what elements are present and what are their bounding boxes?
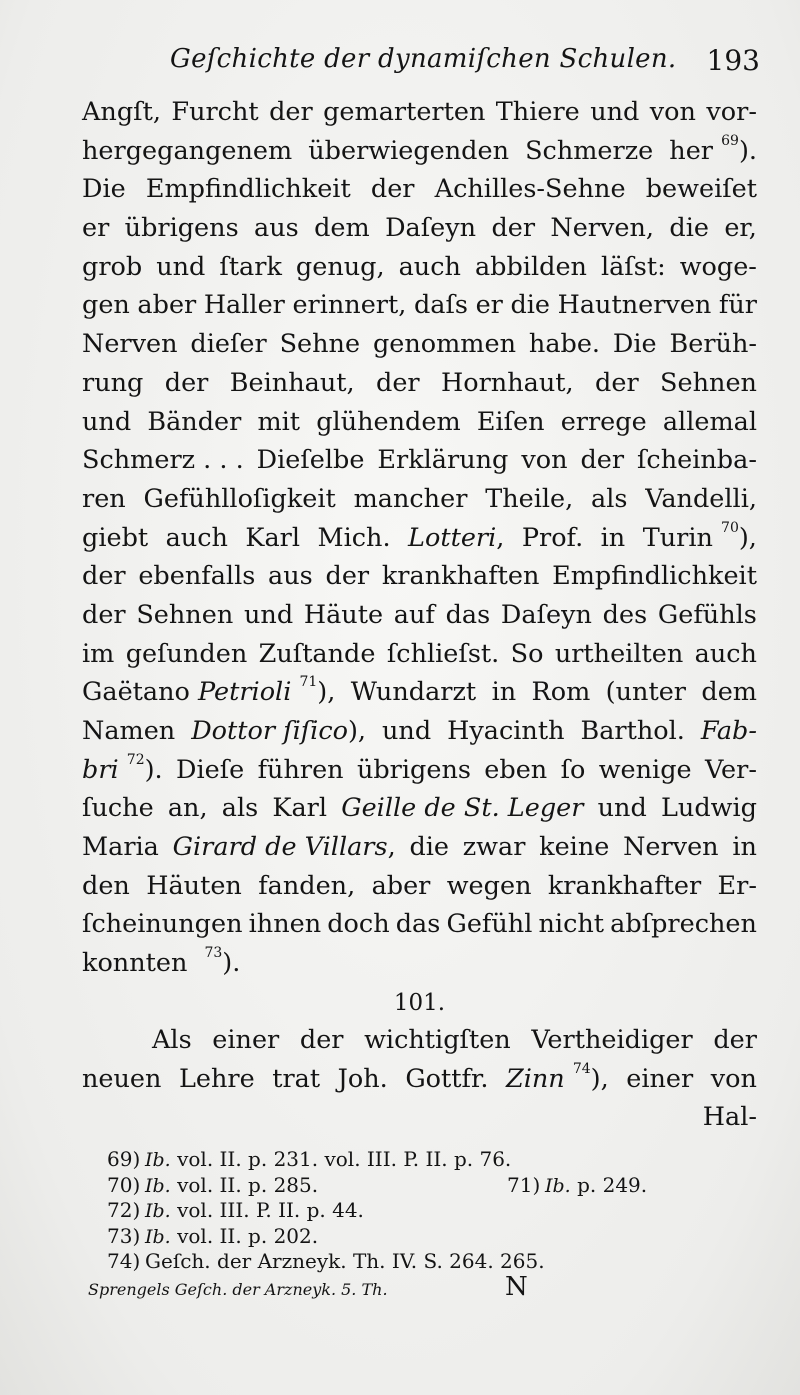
text-line: neuen Lehre trat Joh. Gottfr. Zinn $^{74}$), einer von: [82, 1060, 757, 1094]
word: Hautnerven: [557, 290, 712, 321]
word: Haller: [203, 290, 285, 321]
text-line: Gaëtano Petrioli $^{71}$), Wundarzt in Rom (unter dem: [82, 674, 757, 708]
word: Schmerz . . .: [82, 445, 244, 476]
text-line: [82, 1021, 757, 1060]
word: Hornhaut,: [441, 367, 574, 398]
text-line: [82, 364, 757, 403]
word: den: [82, 870, 130, 901]
text-line: [82, 170, 757, 209]
word: Sehnen: [136, 599, 234, 630]
text-line: Maria Girard de Villars, die zwar keine Nerven in: [82, 832, 757, 863]
word: das: [445, 599, 491, 630]
word: Gefühlloſigkeit: [143, 483, 336, 514]
word: Berüh-: [669, 329, 757, 360]
text-line: [82, 557, 757, 596]
text-line: [82, 905, 757, 944]
word: Bänder: [147, 406, 242, 437]
footnote-69: 69) Ib. vol. II. p. 231. vol. III. P. II. p. 76.: [107, 1147, 512, 1171]
word: aber: [371, 870, 431, 901]
word: der: [299, 1024, 344, 1055]
footnote-74: 74) Geſch. der Arzneyk. Th. IV. S. 264. 265.: [107, 1249, 545, 1273]
text-line: [82, 480, 757, 519]
word: nicht: [538, 909, 605, 940]
page-header: [60, 44, 760, 84]
word: der: [580, 445, 625, 476]
word: wegen: [446, 870, 532, 901]
signature-mark: N: [505, 1272, 528, 1302]
word: Nerven: [82, 329, 178, 360]
word: Furcht: [171, 97, 259, 127]
text-line: [82, 93, 757, 132]
word: Sehnen: [660, 367, 757, 398]
word: auch: [694, 638, 757, 669]
person-name: Geille de St. Leger: [341, 793, 584, 824]
word: der: [713, 1024, 757, 1055]
text-line: [82, 209, 757, 248]
word: von: [649, 97, 696, 127]
word: die: [510, 290, 551, 321]
word: ren: [82, 483, 126, 514]
word: genug,: [295, 251, 385, 282]
word: ebenfalls: [138, 561, 256, 592]
footnote-ref[interactable]: 73: [204, 945, 223, 962]
word: Zuſtande: [258, 638, 376, 669]
word: genommen: [372, 329, 517, 360]
text-line: ſuche an, als Karl Geille de St. Leger und Ludwig: [82, 789, 757, 828]
footnote-ref[interactable]: 69: [721, 132, 739, 149]
word: Erklärung: [377, 445, 509, 476]
word: und: [156, 251, 206, 282]
word: auch: [398, 251, 461, 282]
word: daſs: [413, 290, 468, 321]
word: Eiſen: [476, 406, 545, 437]
person-name: Lotteri: [408, 522, 497, 553]
footnotes: [107, 1147, 667, 1275]
text-line: bri $^{72}$). Dieſe führen übrigens eben ſo wenige Ver-: [82, 751, 757, 785]
footnote-73: 73) Ib. vol. II. p. 202.: [107, 1223, 319, 1248]
word: der: [269, 97, 313, 127]
text-line: giebt auch Karl Mich. Lotteri, Prof. in Turin $^{70}$),: [82, 519, 757, 553]
section-number: 101.: [393, 989, 446, 1016]
word: gen: [82, 290, 130, 321]
person-name: Zinn: [506, 1063, 565, 1094]
word: Empfindlichkeit: [145, 174, 351, 205]
word: Dieſelbe: [256, 445, 365, 476]
word: der: [164, 367, 209, 398]
word: Er-: [717, 870, 757, 901]
word: ihnen: [248, 909, 322, 940]
word: ſcheinungen: [82, 909, 243, 940]
word: er: [82, 213, 110, 244]
word: Daſeyn: [500, 599, 592, 630]
word: Gefühls: [657, 599, 757, 630]
word: Beinhaut,: [229, 367, 355, 398]
person-name: Dottor ſiſico: [191, 716, 348, 746]
word: Achilles-Sehne: [434, 174, 626, 205]
text-line: [82, 325, 757, 364]
footnote-ref[interactable]: 71: [299, 674, 318, 691]
word: Als: [152, 1024, 192, 1055]
person-name: bri: [82, 754, 119, 785]
word: Empfindlichkeit: [552, 561, 757, 592]
word: Häuten: [146, 870, 242, 901]
text-line: Namen Dottor ſiſico), und Hyacinth Barthol. Fab-: [82, 712, 757, 751]
word: Nerven,: [550, 213, 655, 244]
word: wichtigſten: [364, 1024, 511, 1055]
word: glühendem: [316, 406, 461, 437]
word: aus: [254, 213, 299, 244]
word: Theile,: [485, 483, 574, 514]
page-number: 193: [706, 44, 760, 77]
text-line: [82, 403, 757, 442]
word: Gefühl: [446, 909, 533, 940]
footnote-ref[interactable]: 74: [572, 1060, 591, 1077]
word: von: [521, 445, 568, 476]
word: gemarterten: [323, 97, 486, 127]
word: Angſt,: [82, 97, 161, 127]
word: dem: [314, 213, 370, 244]
text-line: [82, 867, 757, 906]
word: ſtark: [219, 251, 282, 282]
word: im: [82, 638, 115, 669]
word: geſunden: [125, 638, 248, 669]
word: der: [376, 367, 420, 398]
word: fanden,: [258, 870, 356, 901]
word: Die: [82, 174, 126, 205]
word: errege: [560, 406, 647, 437]
word: rung: [82, 367, 144, 398]
word: Daſeyn: [385, 213, 477, 244]
word: der: [370, 174, 415, 205]
main-text: [82, 93, 757, 1137]
word: mit: [257, 406, 301, 437]
word: habe.: [528, 329, 601, 360]
word: er,: [724, 213, 757, 244]
person-name: Petrioli: [198, 677, 292, 708]
word: der: [325, 561, 370, 592]
text-line: [82, 441, 757, 480]
word: Vertheidiger: [531, 1024, 693, 1055]
word: des: [602, 599, 648, 630]
word: für: [718, 290, 757, 321]
word: der: [491, 213, 536, 244]
word: er: [475, 290, 503, 321]
word: das: [395, 909, 441, 940]
person-name: Fab-: [700, 716, 757, 746]
person-name: Girard de Villars: [172, 832, 388, 863]
word: als: [591, 483, 628, 514]
word: der: [595, 367, 639, 398]
word: abſprechen: [610, 909, 757, 940]
word: Thiere: [495, 97, 580, 127]
word: Häute: [303, 599, 384, 630]
word: mancher: [353, 483, 468, 514]
word: krankhafter: [547, 870, 702, 901]
word: die: [669, 213, 709, 244]
word: Sehne: [279, 329, 361, 360]
word: krankhaften: [381, 561, 540, 592]
word: läſst:: [600, 251, 666, 282]
word: allemal: [662, 406, 757, 437]
signature-line: Sprengels Geſch. der Arzneyk. 5. Th.: [88, 1280, 388, 1299]
word: ſchlieſst.: [386, 638, 500, 669]
word: auf: [393, 599, 435, 630]
catchword: Hal-: [702, 1102, 757, 1133]
text-line: [82, 635, 757, 674]
word: und: [82, 406, 132, 437]
word: erinnert,: [292, 290, 407, 321]
text-line: konnten $^{73}$).: [82, 945, 241, 979]
running-title: Geſchichte der dynamiſchen Schulen.: [170, 44, 677, 74]
word: abbilden: [474, 251, 587, 282]
footnote-70-71: 70) Ib. vol. II. p. 285. 71) Ib. p. 249.: [107, 1172, 648, 1197]
word: Vandelli,: [645, 483, 757, 514]
footnote-ref[interactable]: 70: [721, 519, 739, 536]
word: urtheilten: [554, 638, 684, 669]
footnote-72: 72) Ib. vol. III. P. II. p. 44.: [107, 1198, 364, 1222]
word: und: [243, 599, 294, 630]
text-line: hergegangenem überwiegenden Schmerze her $^{69}$).: [82, 132, 757, 166]
word: So: [510, 638, 544, 669]
word: einer: [212, 1024, 280, 1055]
word: woge-: [679, 251, 757, 282]
word: grob: [82, 251, 143, 282]
text-line: [82, 596, 757, 635]
word: übrigens: [124, 213, 239, 244]
word: dieſer: [190, 329, 267, 360]
text-line: [82, 286, 757, 325]
footnote-ref[interactable]: 72: [126, 751, 145, 768]
word: der: [82, 599, 126, 630]
word: der: [82, 561, 126, 592]
word: ſcheinba-: [636, 445, 757, 476]
word: aus: [268, 561, 313, 592]
word: doch: [327, 909, 390, 940]
word: beweiſet: [645, 174, 757, 205]
word: Die: [612, 329, 657, 360]
word: vor-: [706, 97, 757, 127]
word: und: [590, 97, 640, 127]
word: aber: [137, 290, 197, 321]
text-line: [82, 248, 757, 287]
